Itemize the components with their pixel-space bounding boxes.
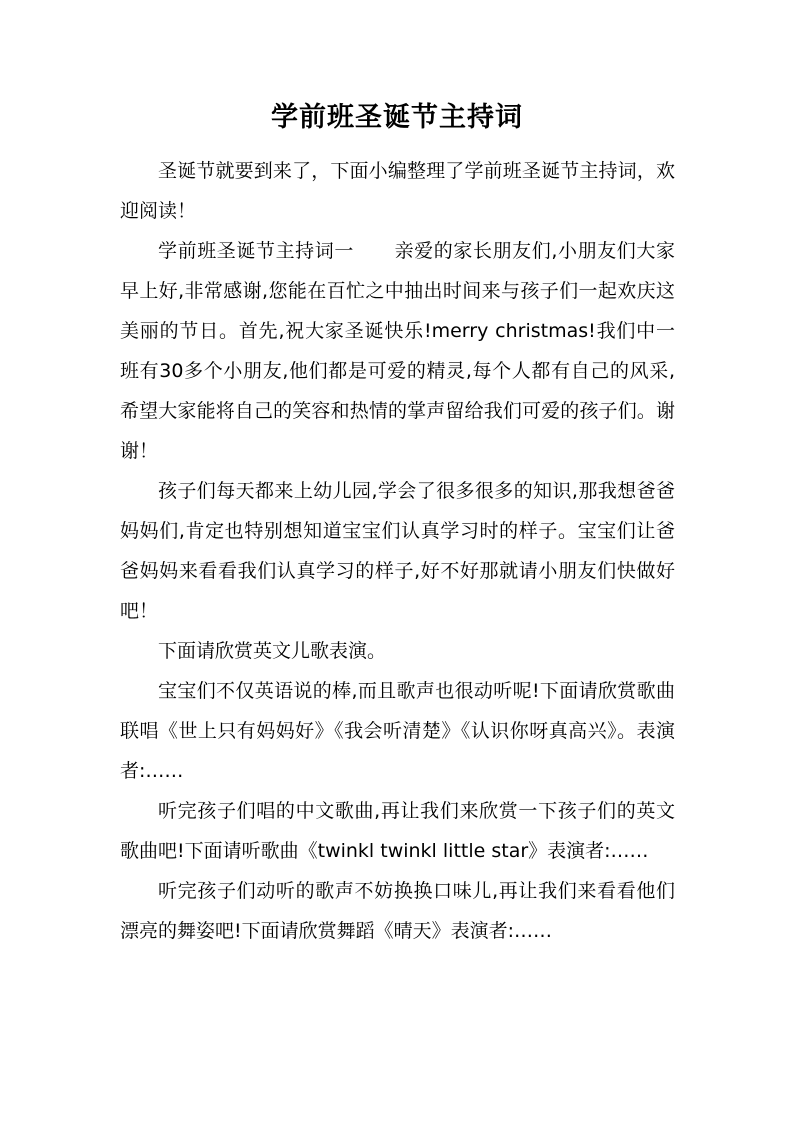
- opening-paragraph: [120, 231, 675, 471]
- english-song-paragraph: 听完孩子们唱的中文歌曲,再让我们来欣赏一下孩子们的英文歌曲吧!下面请听歌曲《twinkl twinkl little star》表演者:……: [120, 800, 675, 862]
- document-title: 学前班圣诞节主持词: [271, 102, 523, 133]
- dance-paragraph: 听完孩子们动听的歌声不妨换换口味儿,再让我们来看看他们漂亮的舞姿吧!下面请欣赏舞蹈《晴天》表演者:……: [120, 880, 675, 942]
- medley-paragraph: 宝宝们不仅英语说的棒,而且歌声也很动听呢!下面请欣赏歌曲联唱《世上只有妈妈好》《我会听清楚》《认识你呀真高兴》。表演者:……: [120, 680, 675, 782]
- opening-text: 亲爱的家长朋友们,小朋友们大家早上好,非常感谢,您能在百忙之中抽出时间来与孩子们一起欢庆这美丽的节日。首先,祝大家圣诞快乐!merry christmas!我们中一班有30多个小朋友,他们都是可爱的精灵,每个人都有自己的风采,希望大家能将自己的笑容和热情的掌声留给我们可爱的孩子们。谢谢！: [120, 240, 675, 462]
- section-heading: 学前班圣诞节主持词一: [158, 240, 354, 262]
- english-song-intro-paragraph: 下面请欣赏英文儿歌表演。: [158, 640, 387, 662]
- learning-paragraph: 孩子们每天都来上幼儿园,学会了很多很多的知识,那我想爸爸妈妈们,肯定也特别想知道宝宝们认真学习时的样子。宝宝们让爸爸妈妈来看看我们认真学习的样子,好不好那就请小朋友们快做好吧！: [120, 480, 675, 622]
- document-body: [120, 151, 675, 951]
- intro-paragraph: 圣诞节就要到来了，下面小编整理了学前班圣诞节主持词，欢迎阅读！: [120, 160, 675, 222]
